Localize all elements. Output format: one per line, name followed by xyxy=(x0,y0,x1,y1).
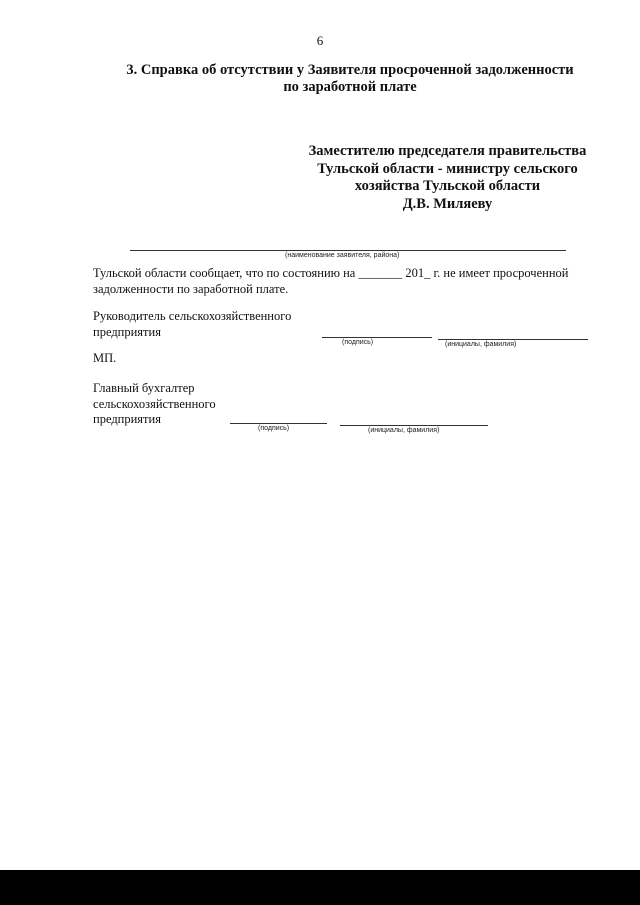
addressee-block xyxy=(285,143,610,213)
addressee-line-3: хозяйства Тульской области xyxy=(354,178,541,194)
head-name-caption: (инициалы, фамилия) xyxy=(445,341,517,348)
accountant-name-line xyxy=(340,425,488,426)
applicant-name-line xyxy=(130,250,566,251)
head-title-line-2: предприятия xyxy=(93,324,161,339)
statement-line-2: задолженности по заработной плате. xyxy=(93,282,289,296)
stamp-placeholder: МП. xyxy=(93,351,117,365)
head-title-line-1: Руководитель сельскохозяйственного xyxy=(93,309,292,323)
statement-line-1: Тульской области сообщает, что по состоянию на _______ 201_ г. не имеет просроченной xyxy=(93,266,569,280)
accountant-title-line-1: Главный бухгалтер xyxy=(93,381,195,395)
head-name-line xyxy=(438,339,588,340)
accountant-title-line-3: предприятия xyxy=(93,412,161,426)
title-line-1: 3. Справка об отсутствии у Заявителя просроченной задолженности xyxy=(126,62,574,78)
head-signature-caption: (подпись) xyxy=(342,339,374,346)
applicant-name-caption: (наименование заявителя, района) xyxy=(285,252,400,259)
accountant-name-caption: (инициалы, фамилия) xyxy=(368,427,440,434)
statement-text xyxy=(93,265,603,297)
document-title xyxy=(80,62,620,96)
accountant-title xyxy=(93,381,216,428)
scan-border-bottom xyxy=(0,870,640,905)
head-title xyxy=(93,309,291,340)
accountant-signature-caption: (подпись) xyxy=(258,425,290,432)
addressee-line-4: Д.В. Миляеву xyxy=(402,195,493,212)
title-line-2: по заработной плате xyxy=(283,79,417,95)
head-signature-line xyxy=(322,337,432,338)
page-number: 6 xyxy=(316,33,324,48)
accountant-title-line-2: сельскохозяйственного xyxy=(93,396,216,411)
addressee-line-1: Заместителю председателя правительства xyxy=(308,143,587,159)
accountant-signature-line xyxy=(230,423,327,424)
addressee-line-2: Тульской области - министру сельского xyxy=(317,160,578,177)
